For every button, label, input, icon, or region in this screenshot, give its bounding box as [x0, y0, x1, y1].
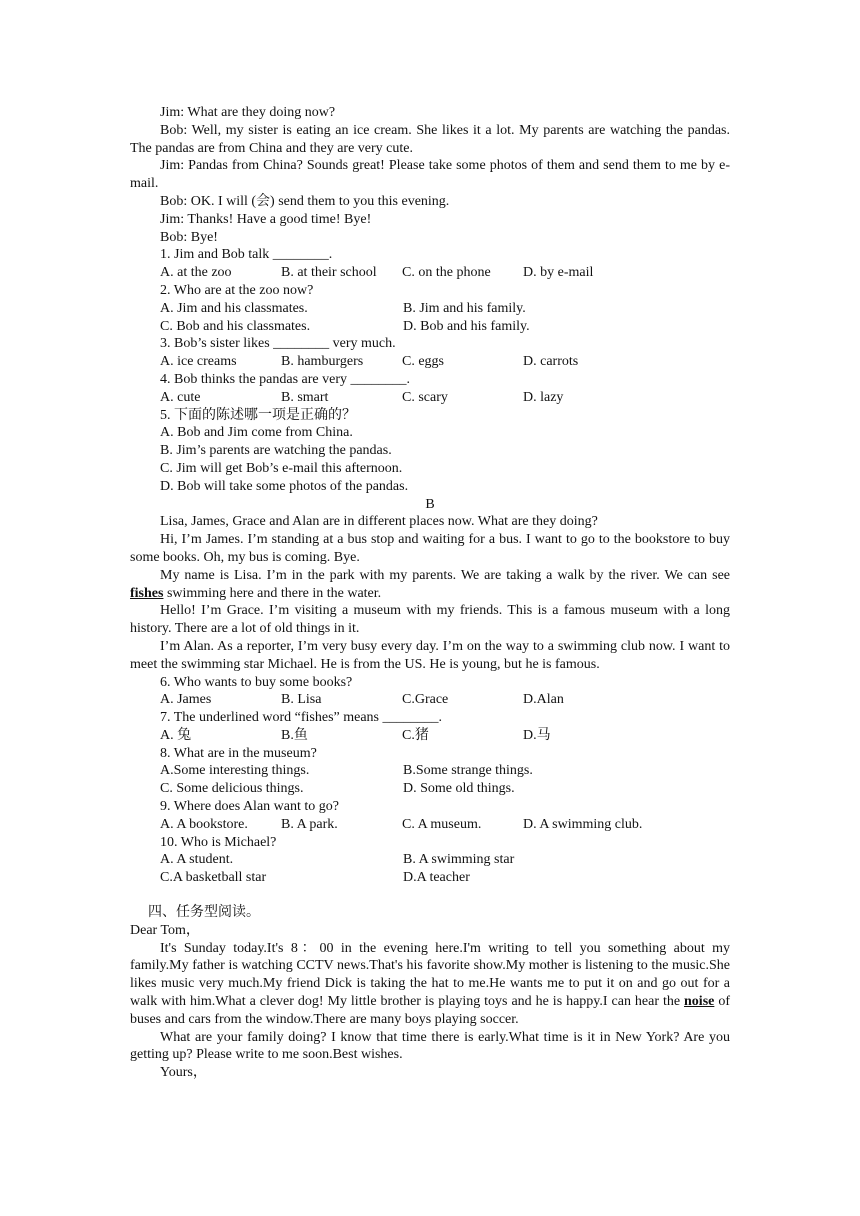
option-a: A. ice creams [160, 354, 237, 370]
question-10-options-row2 [130, 869, 730, 887]
question-9-options [130, 816, 730, 834]
option-b: B. at their school [281, 265, 377, 281]
dialogue-line: Bob: OK. I will (会) send them to you this evening. [160, 193, 450, 209]
question-8-options-row2 [130, 780, 730, 798]
question-7-stem: 7. The underlined word “fishes” means ________. [160, 710, 443, 726]
underlined-word-fishes: fishes [130, 585, 164, 601]
option-c: C. Jim will get Bob’s e-mail this afternoon. [160, 460, 403, 476]
question-8-stem: 8. What are in the museum? [160, 745, 317, 761]
section-4-heading: 四、任务型阅读。 [148, 905, 260, 921]
option-b: B. Jim and his family. [403, 300, 526, 316]
option-a: A. at the zoo [160, 265, 232, 281]
question-6-stem: 6. Who wants to buy some books? [160, 674, 353, 690]
passage-lisa [130, 567, 730, 603]
option-c: C. scary [402, 389, 448, 405]
option-b: B. smart [281, 389, 329, 405]
passage-grace: Hello! I’m Grace. I’m visiting a museum with my friends. This is a famous museum with a long history. There are a lot of old things in it. [130, 603, 730, 637]
option-d: D. carrots [523, 354, 579, 370]
option-a: A. A student. [160, 852, 234, 868]
passage-alan: I’m Alan. As a reporter, I’m very busy every day. I’m on the way to a swimming club now. I want to meet the swimming star Michael. He is from the US. He is young, but he is famous. [130, 638, 730, 672]
option-a: A. A bookstore. [160, 816, 248, 832]
question-10-stem: 10. Who is Michael? [160, 834, 277, 850]
dialogue-line: Jim: What are they doing now? [160, 105, 336, 120]
option-b: B.Some strange things. [403, 763, 533, 779]
section-b-intro: Lisa, James, Grace and Alan are in different places now. What are they doing? [160, 514, 598, 530]
question-10-options-row1 [130, 851, 730, 869]
option-d: D. lazy [523, 389, 564, 405]
question-5-stem: 5. 下面的陈述哪一项是正确的？ [160, 407, 356, 423]
option-b: B. A park. [281, 816, 338, 832]
letter-paragraph-1-before: It's Sunday today.It's 8：00 in the evening here.I'm writing to tell you something about my family.My father is watching CCTV news.That's his favorite show.My mother is listening to the music.She likes music very much.My friend Dick is taking the hat to me.He wants me to put it on and go out for a walk with him.What a clever dog! My little brother is playing toys and he is happy.I can hear the [130, 940, 730, 1010]
question-2-options-row1 [130, 300, 730, 318]
dialogue-line: Bob: Well, my sister is eating an ice cream. She likes it a lot. My parents are watching the pandas. The pandas are from China and they are very cute. [130, 122, 730, 156]
question-7-options [130, 727, 730, 745]
option-d: D. A swimming club. [523, 816, 643, 832]
option-c: C. A museum. [402, 816, 482, 832]
letter-paragraph-1-after: of buses and cars from the window.There are many boys playing soccer. [130, 994, 730, 1027]
passage-lisa-after: swimming here and there in the water. [163, 585, 382, 601]
document-page [130, 104, 730, 1082]
option-a: A. cute [160, 389, 201, 405]
option-d: D. by e-mail [523, 265, 594, 281]
letter-closing: Yours， [160, 1065, 207, 1081]
option-a: A. Bob and Jim come from China. [160, 425, 353, 441]
option-c: C.Grace [402, 692, 449, 708]
question-2-stem: 2. Who are at the zoo now? [160, 282, 314, 298]
letter-salutation: Dear Tom， [130, 922, 200, 938]
passage-james: Hi, I’m James. I’m standing at a bus stop and waiting for a bus. I want to go to the bookstore to buy some books. Oh, my bus is coming. Bye. [130, 532, 730, 565]
option-a: A.Some interesting things. [160, 763, 310, 779]
option-c: C. on the phone [402, 265, 491, 281]
option-b: B.鱼 [281, 727, 308, 743]
option-d: D.Alan [523, 692, 564, 708]
option-d: D.A teacher [403, 870, 470, 886]
question-3-stem: 3. Bob’s sister likes ________ very much. [160, 336, 396, 352]
option-c: C. Some delicious things. [160, 781, 304, 797]
section-b-heading: B [425, 496, 435, 512]
option-c: C.猪 [402, 727, 429, 743]
option-d: D.马 [523, 727, 551, 743]
question-4-stem: 4. Bob thinks the pandas are very ________. [160, 371, 411, 387]
question-2-options-row2 [130, 318, 730, 336]
option-b: B. A swimming star [403, 852, 515, 868]
option-d: D. Some old things. [403, 781, 515, 797]
option-a: A. Jim and his classmates. [160, 300, 308, 316]
option-a: A. 兔 [160, 727, 192, 743]
dialogue-line: Bob: Bye! [160, 229, 218, 245]
option-c: C. Bob and his classmates. [160, 318, 311, 334]
question-6-options [130, 691, 730, 709]
option-b: B. Lisa [281, 692, 322, 708]
question-1-options [130, 264, 730, 282]
question-8-options-row1 [130, 762, 730, 780]
underlined-word-noise: noise [684, 994, 715, 1010]
option-a: A. James [160, 692, 212, 708]
question-3-options [130, 353, 730, 371]
option-b: B. hamburgers [281, 354, 364, 370]
question-4-options [130, 389, 730, 407]
option-c: C.A basketball star [160, 870, 267, 886]
option-d: D. Bob and his family. [403, 318, 530, 334]
passage-lisa-before: My name is Lisa. I’m in the park with my parents. We are taking a walk by the river. We can see [160, 567, 730, 583]
question-1-stem: 1. Jim and Bob talk ________. [160, 247, 333, 263]
question-9-stem: 9. Where does Alan want to go? [160, 799, 339, 815]
option-d: D. Bob will take some photos of the pandas. [160, 478, 409, 494]
dialogue-line: Jim: Pandas from China? Sounds great! Please take some photos of them and send them to me by e-mail. [130, 158, 730, 192]
dialogue-line: Jim: Thanks! Have a good time! Bye! [160, 211, 372, 227]
option-c: C. eggs [402, 354, 444, 370]
letter-paragraph-2: What are your family doing? I know that time there is early.What time is it in New York? Are you getting up? Please write to me soon.Best wishes. [130, 1029, 730, 1063]
option-b: B. Jim’s parents are watching the pandas. [160, 443, 392, 459]
letter-paragraph-1 [130, 940, 730, 1029]
